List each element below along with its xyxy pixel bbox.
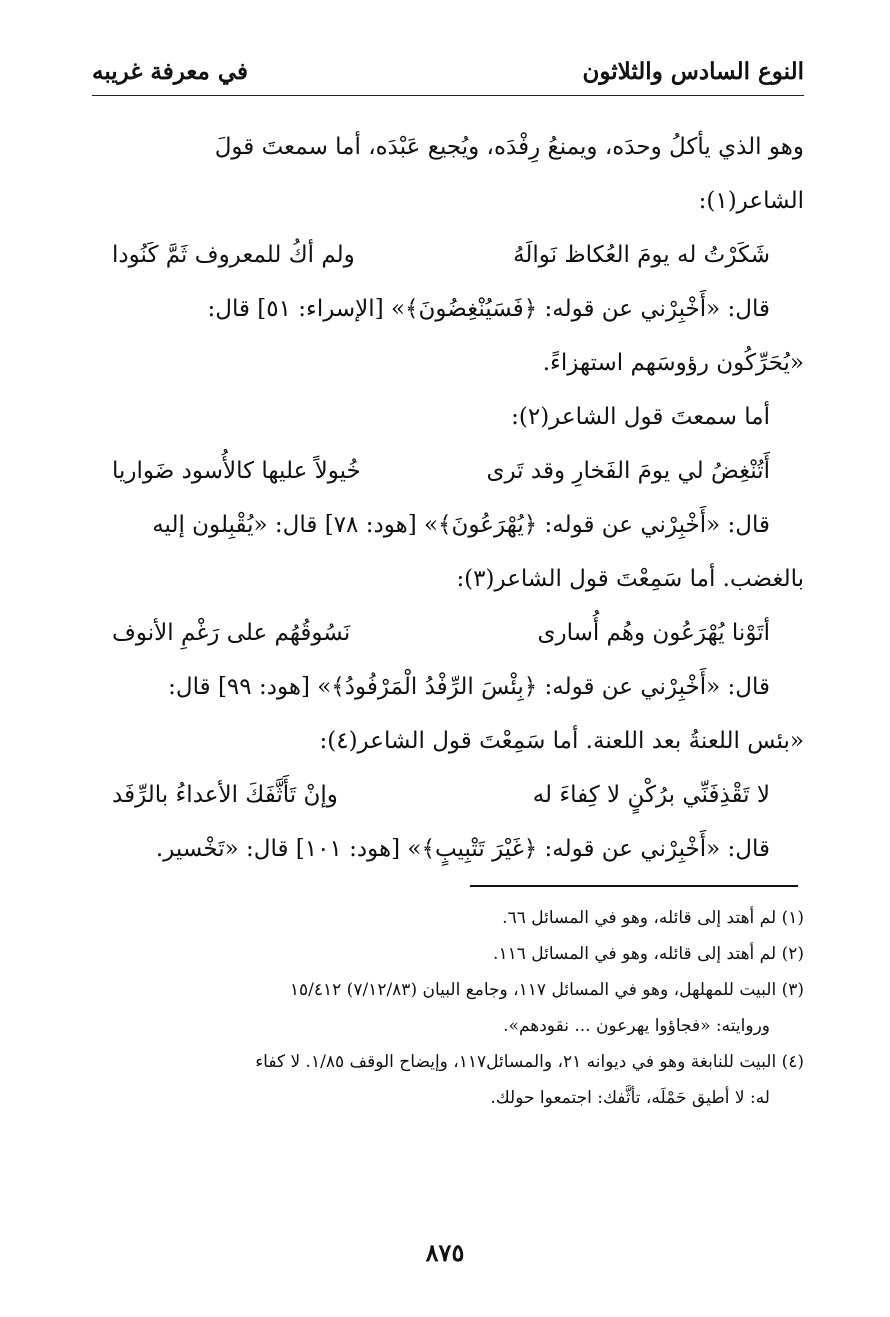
- verse-hemistich-left: نَسُوقُهُم على رَغْمِ الأنوف: [112, 620, 351, 646]
- verse-hemistich-right: أَتُنْغِضُ لي يومَ الفَخارِ وقد تَرى: [486, 458, 770, 484]
- verse-line: [92, 606, 804, 660]
- chapter-title: النوع السادس والثلاثون: [582, 58, 804, 85]
- text-line: «بئس اللعنةُ بعد اللعنة. أما سَمِعْتَ قول الشاعر(٤):: [319, 728, 804, 754]
- section-title: في معرفة غريبه: [92, 58, 249, 85]
- page-number: ٨٧٥: [425, 1238, 465, 1267]
- text-line: قال: «أَخْبِرْني عن قوله: ﴿فَسَيُنْغِضُونَ﴾» [الإسراء: ٥١] قال:: [207, 296, 770, 322]
- text-line: «يُحَرِّكُون رؤوسَهم استهزاءً.: [542, 350, 804, 376]
- footnotes: [92, 900, 804, 1116]
- text-line: بالغضب. أما سَمِعْتَ قول الشاعر(٣):: [456, 566, 804, 592]
- header-divider: [92, 95, 804, 96]
- text-line: أما سمعتَ قول الشاعر(٢):: [511, 404, 770, 430]
- footnote-divider: [470, 885, 798, 887]
- running-header: [92, 54, 804, 96]
- text-line: قال: «أَخْبِرْني عن قوله: ﴿يُهْرَعُونَ﴾» [هود: ٧٨] قال: «يُقْبِلون إليه: [152, 512, 770, 538]
- verse-hemistich-left: خُيولاً عليها كالأُسود ضَواريا: [112, 458, 361, 484]
- verse-hemistich-right: لا تَقْذِفَنِّي برُكْنٍ لا كِفاءَ له: [532, 782, 770, 808]
- footnote: (٤) البيت للنابغة وهو في ديوانه ٢١، والمسائل١١٧، وإيضاح الوقف ١/٨٥. لا كفاء: [255, 1052, 804, 1072]
- footnote-continuation: له: لا أطيق حَمْلَه، تأثَّفك: اجتمعوا حولك.: [490, 1088, 770, 1108]
- footnote: (٢) لم أهتد إلى قائله، وهو في المسائل ١١٦.: [493, 944, 804, 964]
- text-line: قال: «أَخْبِرْني عن قوله: ﴿بِئْسَ الرِّفْدُ الْمَرْفُودُ﴾» [هود: ٩٩] قال:: [168, 674, 770, 700]
- text-line: قال: «أَخْبِرْني عن قوله: ﴿غَيْرَ تَتْبِيبٍ﴾» [هود: ١٠١] قال: «تَخْسير.: [155, 836, 770, 862]
- text-line: الشاعر(١):: [698, 188, 804, 214]
- footnote: (١) لم أهتد إلى قائله، وهو في المسائل ٦٦.: [502, 908, 804, 928]
- verse-hemistich-left: وإنْ تَأَثَّفَكَ الأعداءُ بالرِّفَد: [112, 782, 338, 808]
- verse-hemistich-left: ولم أكُ للمعروف ثَمَّ كَنُودا: [112, 242, 355, 268]
- verse-line: [92, 768, 804, 822]
- footnote: (٣) البيت للمهلهل، وهو في المسائل ١١٧، وجامع البيان (٧/١٢/٨٣) ١٥/٤١٢: [289, 980, 804, 1000]
- main-text: [92, 120, 804, 876]
- footnote-continuation: وروايته: «فجاؤوا يهرعون ... نقودهم».: [503, 1016, 770, 1036]
- verse-line: [92, 444, 804, 498]
- verse-line: [92, 228, 804, 282]
- verse-hemistich-right: شَكَرْتُ له يومَ العُكاظ نَوالَهُ: [513, 242, 770, 268]
- text-line: وهو الذي يأكلُ وحدَه، ويمنعُ رِفْدَه، ويُجيع عَبْدَه، أما سمعتَ قولَ: [214, 134, 804, 160]
- verse-hemistich-right: أتَوْنا يُهْرَعُون وهُم أُسارى: [537, 620, 770, 646]
